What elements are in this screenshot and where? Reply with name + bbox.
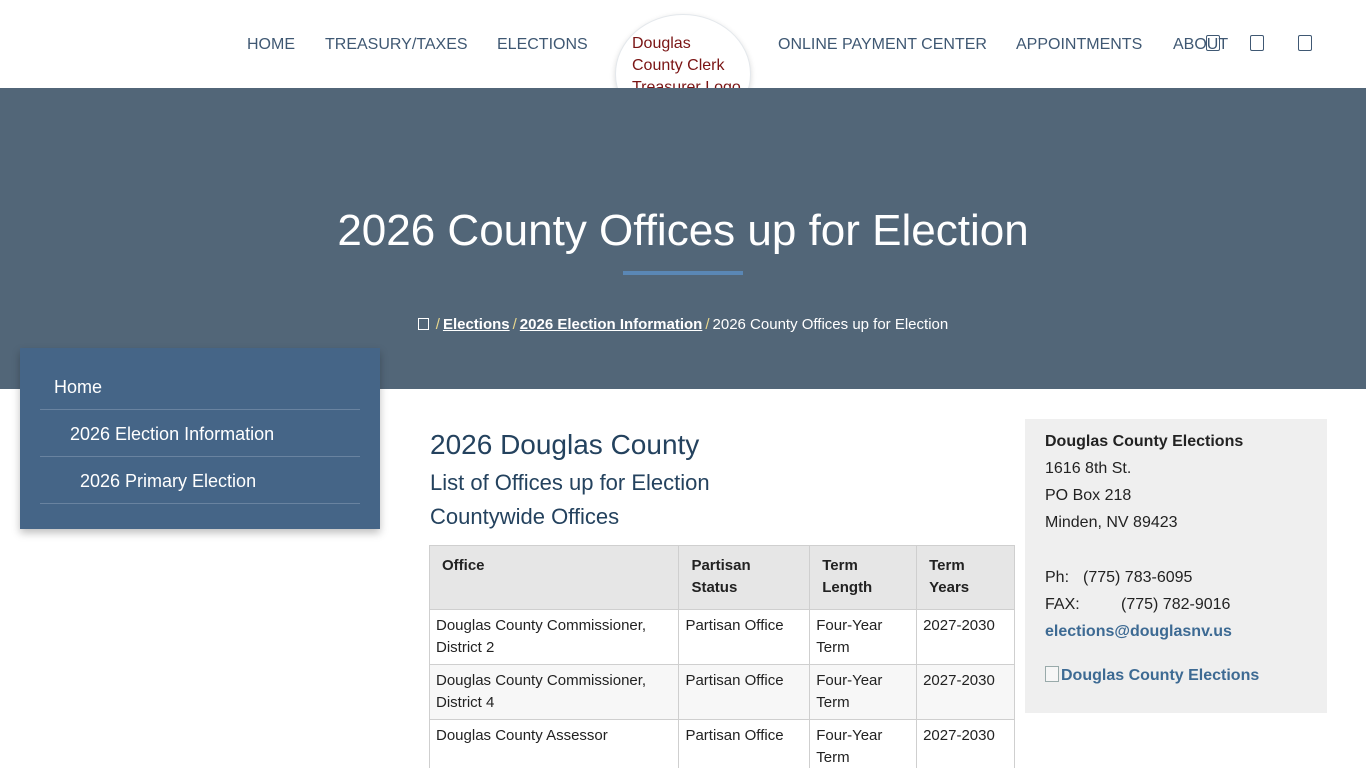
sidebar-item-label: 2026 Primary Election: [80, 471, 257, 491]
cell-partisan-status: Partisan Office: [679, 720, 810, 768]
column-header-term-years: Term Years: [917, 546, 1015, 610]
breadcrumb-2026-election-information[interactable]: 2026 Election Information: [519, 316, 703, 333]
table-header-row: [430, 546, 1015, 610]
page-title: 2026 County Offices up for Election: [337, 206, 1029, 255]
content-heading: 2026 Douglas County: [430, 429, 700, 460]
contact-phone: (775) 783-6095: [1083, 569, 1193, 586]
table-row: [430, 610, 1015, 665]
sidebar-nav: [20, 348, 380, 529]
column-header-partisan-status: Partisan Status: [679, 546, 810, 610]
breadcrumb-separator: /: [512, 316, 517, 333]
title-underline: [623, 271, 743, 275]
cell-term-length: Four-Year Term: [810, 720, 917, 768]
table-row: [430, 665, 1015, 720]
cell-term-length: Four-Year Term: [810, 610, 917, 665]
top-navigation: [0, 0, 1366, 88]
sidebar-item-2026-election-information[interactable]: [40, 410, 360, 457]
column-header-term-length: Term Length: [810, 546, 917, 610]
sidebar-item-2026-primary-election[interactable]: [40, 457, 360, 504]
nav-online-payment-center[interactable]: ONLINE PAYMENT CENTER: [778, 36, 987, 53]
contact-address-line: 1616 8th St.: [1045, 460, 1132, 477]
search-glyph-icon[interactable]: [1250, 35, 1264, 51]
cell-office: Douglas County Commissioner, District 2: [430, 610, 679, 665]
contact-address-line: Minden, NV 89423: [1045, 514, 1178, 531]
account-glyph-icon[interactable]: [1298, 35, 1312, 51]
offices-table: [429, 545, 1015, 768]
sidebar-item-label: Home: [54, 377, 103, 397]
column-header-office: Office: [430, 546, 679, 610]
cell-partisan-status: Partisan Office: [679, 610, 810, 665]
sidebar-item-home[interactable]: [40, 363, 360, 410]
cell-term-years: 2027-2030: [917, 610, 1015, 665]
logo-alt-text: Douglas County Clerk: [632, 35, 725, 74]
cell-partisan-status: Partisan Office: [679, 665, 810, 720]
broken-image-icon: [1045, 666, 1059, 682]
breadcrumb-elections[interactable]: Elections: [442, 316, 510, 333]
nav-elections[interactable]: ELECTIONS: [497, 36, 588, 53]
contact-image-alt: Douglas County Elections: [1061, 667, 1260, 684]
home-icon[interactable]: [418, 318, 429, 330]
sidebar-item-label: 2026 Election Information: [70, 424, 275, 444]
cell-term-years: 2027-2030: [917, 720, 1015, 768]
nav-appointments[interactable]: APPOINTMENTS: [1016, 36, 1143, 53]
breadcrumb-current: 2026 County Offices up for Election: [712, 316, 949, 333]
breadcrumb: [0, 316, 1366, 333]
contact-address-line: PO Box 218: [1045, 487, 1132, 504]
section-heading: Countywide Offices: [430, 504, 620, 529]
nav-home[interactable]: HOME: [247, 36, 295, 53]
cell-term-years: 2027-2030: [917, 665, 1015, 720]
nav-about[interactable]: ABOUT: [1173, 36, 1229, 53]
contact-fax: (775) 782-9016: [1121, 596, 1231, 613]
breadcrumb-separator: /: [435, 316, 440, 333]
cell-office: Douglas County Commissioner, District 4: [430, 665, 679, 720]
table-row: [430, 720, 1015, 768]
cell-term-length: Four-Year Term: [810, 665, 917, 720]
contact-fax-label: FAX:: [1045, 596, 1080, 613]
breadcrumb-separator: /: [705, 316, 710, 333]
nav-treasury-taxes[interactable]: TREASURY/TAXES: [325, 36, 468, 53]
page-hero: [0, 88, 1366, 389]
contact-email-link[interactable]: elections@douglasnv.us: [1045, 623, 1232, 640]
cell-office: Douglas County Assessor: [430, 720, 679, 768]
contact-title: Douglas County Elections: [1045, 433, 1244, 450]
menu-glyph-icon[interactable]: [1206, 35, 1220, 51]
contact-image[interactable]: [1045, 666, 1259, 685]
contact-card: [1025, 419, 1327, 713]
contact-phone-label: Ph:: [1045, 569, 1070, 586]
content-subheading: List of Offices up for Election: [430, 470, 710, 495]
